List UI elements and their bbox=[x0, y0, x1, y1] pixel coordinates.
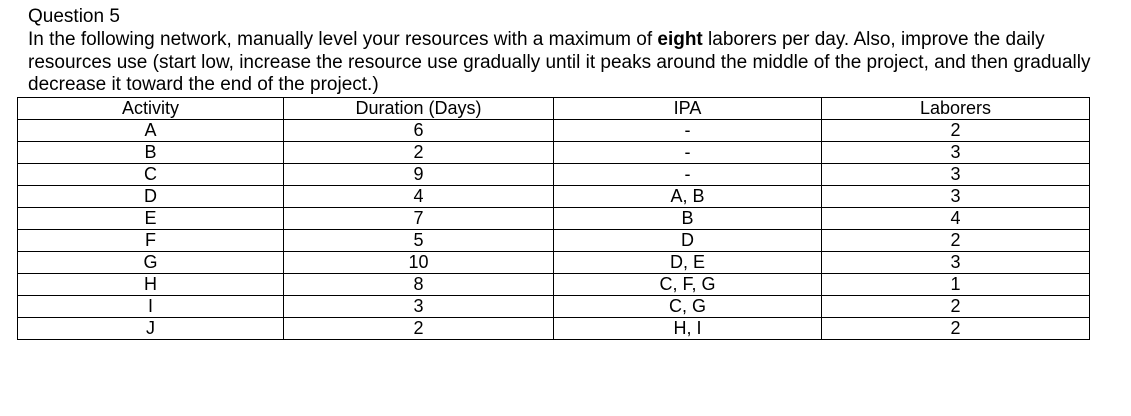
cell-laborers: 2 bbox=[822, 120, 1090, 142]
table-row bbox=[18, 296, 1090, 318]
cell-laborers: 1 bbox=[822, 274, 1090, 296]
cell-laborers: 3 bbox=[822, 186, 1090, 208]
table-row bbox=[18, 120, 1090, 142]
header-ipa: IPA bbox=[554, 98, 822, 120]
cell-duration: 4 bbox=[284, 186, 554, 208]
cell-duration: 7 bbox=[284, 208, 554, 230]
cell-activity: E bbox=[18, 208, 284, 230]
table-row bbox=[18, 230, 1090, 252]
cell-duration: 3 bbox=[284, 296, 554, 318]
cell-ipa: H, I bbox=[554, 318, 822, 340]
header-duration: Duration (Days) bbox=[284, 98, 554, 120]
header-activity: Activity bbox=[18, 98, 284, 120]
cell-laborers: 2 bbox=[822, 318, 1090, 340]
cell-duration: 5 bbox=[284, 230, 554, 252]
cell-ipa: B bbox=[554, 208, 822, 230]
cell-activity: A bbox=[18, 120, 284, 142]
table-row bbox=[18, 252, 1090, 274]
cell-laborers: 3 bbox=[822, 164, 1090, 186]
table-row bbox=[18, 186, 1090, 208]
cell-duration: 2 bbox=[284, 318, 554, 340]
table-row bbox=[18, 274, 1090, 296]
cell-laborers: 2 bbox=[822, 296, 1090, 318]
cell-duration: 2 bbox=[284, 142, 554, 164]
activity-table bbox=[17, 97, 1090, 340]
cell-duration: 9 bbox=[284, 164, 554, 186]
table-row bbox=[18, 208, 1090, 230]
table-row bbox=[18, 164, 1090, 186]
header-laborers: Laborers bbox=[822, 98, 1090, 120]
question-text bbox=[28, 29, 1118, 97]
cell-activity: F bbox=[18, 230, 284, 252]
table-row bbox=[18, 318, 1090, 340]
cell-activity: H bbox=[18, 274, 284, 296]
cell-duration: 8 bbox=[284, 274, 554, 296]
question-text-part-2: laborers per day. Also, improve the daily resources use (start low, increase the resource use gradually until it peaks around the middle of the project, and then gradually decrease it toward the end of the project.) bbox=[28, 29, 1091, 95]
cell-ipa: D, E bbox=[554, 252, 822, 274]
cell-ipa: A, B bbox=[554, 186, 822, 208]
question-title: Question 5 bbox=[28, 6, 120, 27]
cell-activity: J bbox=[18, 318, 284, 340]
cell-ipa: C, G bbox=[554, 296, 822, 318]
cell-activity: I bbox=[18, 296, 284, 318]
cell-laborers: 2 bbox=[822, 230, 1090, 252]
cell-ipa: C, F, G bbox=[554, 274, 822, 296]
cell-ipa: - bbox=[554, 164, 822, 186]
cell-ipa: D bbox=[554, 230, 822, 252]
cell-duration: 6 bbox=[284, 120, 554, 142]
cell-ipa: - bbox=[554, 120, 822, 142]
cell-laborers: 3 bbox=[822, 252, 1090, 274]
question-text-part-1: In the following network, manually level your resources with a maximum of bbox=[28, 29, 658, 50]
cell-laborers: 3 bbox=[822, 142, 1090, 164]
cell-ipa: - bbox=[554, 142, 822, 164]
table-header-row bbox=[18, 98, 1090, 120]
table-row bbox=[18, 142, 1090, 164]
cell-duration: 10 bbox=[284, 252, 554, 274]
cell-laborers: 4 bbox=[822, 208, 1090, 230]
cell-activity: C bbox=[18, 164, 284, 186]
cell-activity: G bbox=[18, 252, 284, 274]
question-text-emphasis: eight bbox=[657, 29, 703, 50]
cell-activity: B bbox=[18, 142, 284, 164]
cell-activity: D bbox=[18, 186, 284, 208]
